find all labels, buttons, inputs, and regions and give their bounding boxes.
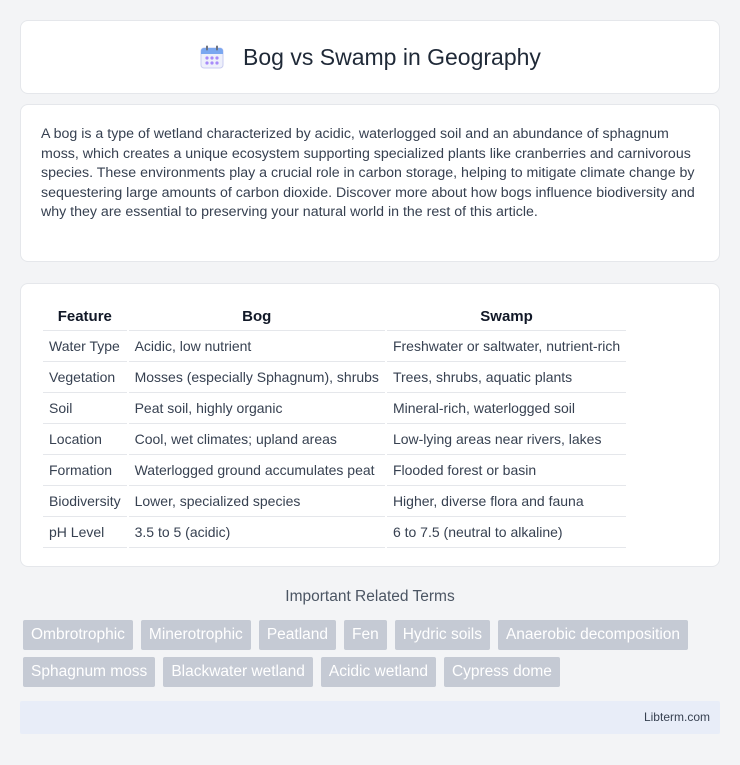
term-tag[interactable]: Cypress dome xyxy=(444,657,560,687)
title-row xyxy=(199,44,541,71)
term-tag[interactable]: Acidic wetland xyxy=(321,657,436,687)
term-tag[interactable]: Peatland xyxy=(259,620,336,650)
comparison-table xyxy=(41,306,628,548)
bog-cell: Cool, wet climates; upland areas xyxy=(129,424,385,455)
related-terms-heading: Important Related Terms xyxy=(285,588,455,605)
bog-cell: Lower, specialized species xyxy=(129,486,385,517)
header-bog: Bog xyxy=(129,306,385,331)
page-title: Bog vs Swamp in Geography xyxy=(243,43,541,70)
term-tag[interactable]: Ombrotrophic xyxy=(23,620,133,650)
intro-paragraph: A bog is a type of wetland characterized by acidic, waterlogged soil and an abundance of sphagnum moss, which creates a unique ecosystem supporting specialized plants like cranberries and carnivorous species. These environments play a crucial role in carbon storage, helping to mitigate climate change by sequestering large amounts of carbon dioxide. Discover more about how bogs influence biodiversity and why they are essential to preserving your natural world in the rest of this article. xyxy=(41,126,695,220)
footer-bar xyxy=(20,701,720,734)
table-row xyxy=(43,455,626,486)
term-tag[interactable]: Blackwater wetland xyxy=(163,657,313,687)
header-feature: Feature xyxy=(43,306,127,331)
table-row xyxy=(43,486,626,517)
bog-cell: 3.5 to 5 (acidic) xyxy=(129,517,385,548)
feature-cell: Biodiversity xyxy=(43,486,127,517)
footer-brand-link[interactable]: Libterm.com xyxy=(643,710,710,724)
table-row xyxy=(43,517,626,548)
table-row xyxy=(43,424,626,455)
feature-cell: pH Level xyxy=(43,517,127,548)
feature-cell: Formation xyxy=(43,455,127,486)
header-swamp: Swamp xyxy=(387,306,626,331)
feature-cell: Soil xyxy=(43,393,127,424)
term-tag[interactable]: Fen xyxy=(344,620,387,650)
table-row xyxy=(43,362,626,393)
term-tag[interactable]: Minerotrophic xyxy=(141,620,251,650)
term-tag[interactable]: Hydric soils xyxy=(395,620,490,650)
comparison-table-card xyxy=(20,283,720,567)
swamp-cell: Trees, shrubs, aquatic plants xyxy=(387,362,626,393)
term-tag[interactable]: Anaerobic decomposition xyxy=(498,620,688,650)
swamp-cell: Mineral-rich, waterlogged soil xyxy=(387,393,626,424)
related-terms-tags xyxy=(23,620,723,687)
bog-cell: Mosses (especially Sphagnum), shrubs xyxy=(129,362,385,393)
feature-cell: Vegetation xyxy=(43,362,127,393)
term-tag[interactable]: Sphagnum moss xyxy=(23,657,155,687)
table-row xyxy=(43,331,626,362)
swamp-cell: 6 to 7.5 (neutral to alkaline) xyxy=(387,517,626,548)
title-card xyxy=(20,20,720,94)
swamp-cell: Freshwater or saltwater, nutrient-rich xyxy=(387,331,626,362)
calendar-icon xyxy=(199,44,225,70)
bog-cell: Waterlogged ground accumulates peat xyxy=(129,455,385,486)
table-header-row xyxy=(43,306,626,331)
feature-cell: Location xyxy=(43,424,127,455)
swamp-cell: Higher, diverse flora and fauna xyxy=(387,486,626,517)
table-row xyxy=(43,393,626,424)
intro-card xyxy=(20,104,720,262)
bog-cell: Acidic, low nutrient xyxy=(129,331,385,362)
feature-cell: Water Type xyxy=(43,331,127,362)
swamp-cell: Low-lying areas near rivers, lakes xyxy=(387,424,626,455)
swamp-cell: Flooded forest or basin xyxy=(387,455,626,486)
bog-cell: Peat soil, highly organic xyxy=(129,393,385,424)
